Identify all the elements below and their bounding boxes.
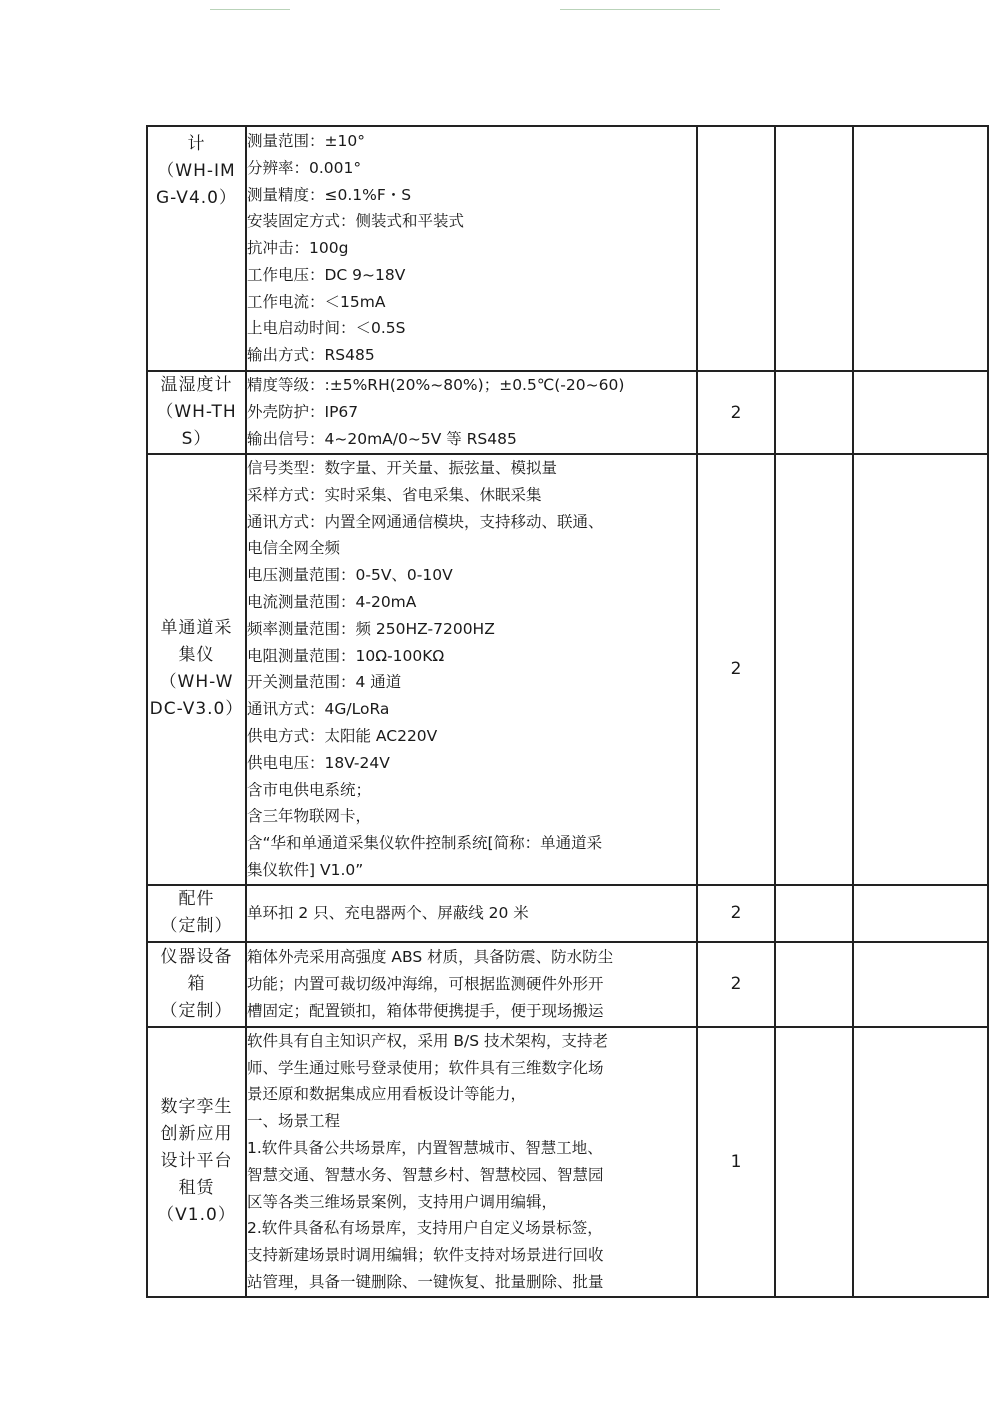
spec-line: 测量精度：≤0.1%F・S [247,185,412,204]
empty-cell [853,454,988,885]
scan-mark [560,9,720,10]
item-name-line: （WH-TH [156,402,237,422]
item-name-line: 温湿度计 [160,375,233,395]
empty-cell [775,1027,853,1297]
spec-line: 供电电压：18V-24V [247,753,390,772]
table-row [147,885,988,942]
item-name-cell [147,371,246,454]
quantity-cell: 2 [697,885,775,942]
spec-line: 含三年物联网卡， [247,807,372,826]
spec-line: 通讯方式：内置全网通通信模块，支持移动、联通、 [247,512,604,531]
spec-line: 电阻测量范围：10Ω-100KΩ [247,646,445,665]
spec-line: 测量范围：±10° [247,131,365,150]
item-name-cell [147,126,246,371]
item-name-line: S） [181,429,212,449]
item-spec-cell [246,942,697,1027]
empty-cell [775,942,853,1027]
item-spec-cell [246,126,697,371]
spec-line: 电压测量范围：0-5V、0-10V [247,566,453,585]
quantity-cell: 2 [697,371,775,454]
item-name-cell [147,885,246,942]
empty-cell [775,126,853,371]
item-spec-cell [246,1027,697,1297]
item-name-line: DC-V3.0） [149,699,244,720]
item-name-line: 仪器设备 [160,946,233,967]
empty-cell [775,454,853,885]
spec-line: 师、学生通过账号登录使用；软件具有三维数字化场 [247,1058,604,1077]
item-name-line: 配件 [178,889,215,910]
item-name-line: G-V4.0） [156,188,237,208]
quantity-cell: 2 [697,454,775,885]
spec-line: 智慧交通、智慧水务、智慧乡村、智慧校园、智慧园 [247,1165,604,1184]
spec-line: 含“华和单通道采集仪软件控制系统[简称：单通道采 [247,834,603,853]
empty-cell [775,885,853,942]
item-name-line: 计 [187,134,206,154]
quantity-cell [697,126,775,371]
item-name-line: 箱 [187,973,206,994]
spec-line: 采样方式：实时采集、省电采集、休眠采集 [247,485,542,504]
item-spec-cell [246,371,697,454]
spec-line: 区等各类三维场景案例，支持用户调用编辑， [247,1192,558,1211]
item-name-line: 创新应用 [160,1124,233,1145]
item-name-line: 设计平台 [160,1151,233,1172]
quantity-cell: 1 [697,1027,775,1297]
spec-line: 输出方式：RS485 [247,346,375,365]
spec-line: 槽固定；配置锁扣，箱体带便携提手，便于现场搬运 [247,1001,604,1020]
spec-line: 箱体外壳采用高强度 ABS 材质，具备防震、防水防尘 [247,948,614,967]
item-name-line: （WH-IM [157,161,236,181]
spec-line: 软件具有自主知识产权，采用 B/S 技术架构，支持老 [247,1031,609,1050]
spec-line: 抗冲击：100g [247,239,349,258]
empty-cell [853,942,988,1027]
item-name-line: 集仪 [178,645,215,666]
spec-line: 输出信号：4~20mA/0~5V 等 RS485 [247,429,517,448]
spec-line: 通讯方式：4G/LoRa [247,700,390,719]
item-name-line: （定制） [160,916,233,937]
table-row [147,1027,988,1297]
item-spec-cell [246,885,697,942]
table-row [147,942,988,1027]
item-name-line: 租赁 [178,1178,215,1199]
spec-line: 上电启动时间：＜0.5S [247,319,406,338]
spec-line: 2.软件具备私有场景库，支持用户自定义场景标签， [247,1219,603,1238]
item-name-cell [147,942,246,1027]
scan-mark [210,9,290,10]
spec-line: 一、场景工程 [247,1112,341,1131]
spec-line: 含市电供电系统； [247,780,372,799]
spec-line: 工作电流：＜15mA [247,292,386,311]
item-name-cell [147,1027,246,1297]
spec-line: 信号类型：数字量、开关量、振弦量、模拟量 [247,459,558,477]
item-name-cell [147,454,246,885]
spec-line: 开关测量范围：4 通道 [247,673,402,692]
item-name-line: 单通道采 [160,618,233,639]
item-name-line: （定制） [160,1000,233,1021]
table-row [147,454,988,885]
spec-line: 频率测量范围：频 250HZ-7200HZ [247,619,495,638]
empty-cell [853,126,988,371]
quantity-cell: 2 [697,942,775,1027]
spec-line: 电流测量范围：4-20mA [247,592,417,611]
spec-line: 供电方式：太阳能 AC220V [247,726,438,745]
empty-cell [853,371,988,454]
spec-line: 安装固定方式：侧装式和平装式 [247,212,465,231]
empty-cell [775,371,853,454]
item-name-line: 数字孪生 [160,1097,233,1118]
table-row [147,371,988,454]
empty-cell [853,885,988,942]
spec-line: 功能；内置可裁切级冲海绵，可根据监测硬件外形开 [247,974,604,993]
spec-line: 精度等级：:±5%RH(20%~80%)；±0.5℃(-20~60) [247,376,625,395]
spec-line: 电信全网全频 [247,539,341,558]
spec-line: 工作电压：DC 9~18V [247,265,406,284]
spec-line: 站管理，具备一键删除、一键恢复、批量删除、批量 [247,1272,604,1291]
spec-line: 1.软件具备公共场景库，内置智慧城市、智慧工地、 [247,1138,603,1157]
spec-line: 分辨率：0.001° [247,158,362,177]
item-name-line: （WH-W [159,672,234,693]
table-row [147,126,988,371]
spec-line: 支持新建场景时调用编辑；软件支持对场景进行回收 [247,1246,604,1265]
spec-line: 外壳防护：IP67 [247,403,359,422]
spec-line: 集仪软件] V1.0” [247,860,364,879]
empty-cell [853,1027,988,1297]
item-name-line: （V1.0） [157,1205,236,1226]
spec-line: 景还原和数据集成应用看板设计等能力， [247,1085,527,1104]
spec-line: 单环扣 2 只、充电器两个、屏蔽线 20 米 [247,903,529,922]
equipment-spec-table [146,125,989,1298]
item-spec-cell [246,454,697,885]
